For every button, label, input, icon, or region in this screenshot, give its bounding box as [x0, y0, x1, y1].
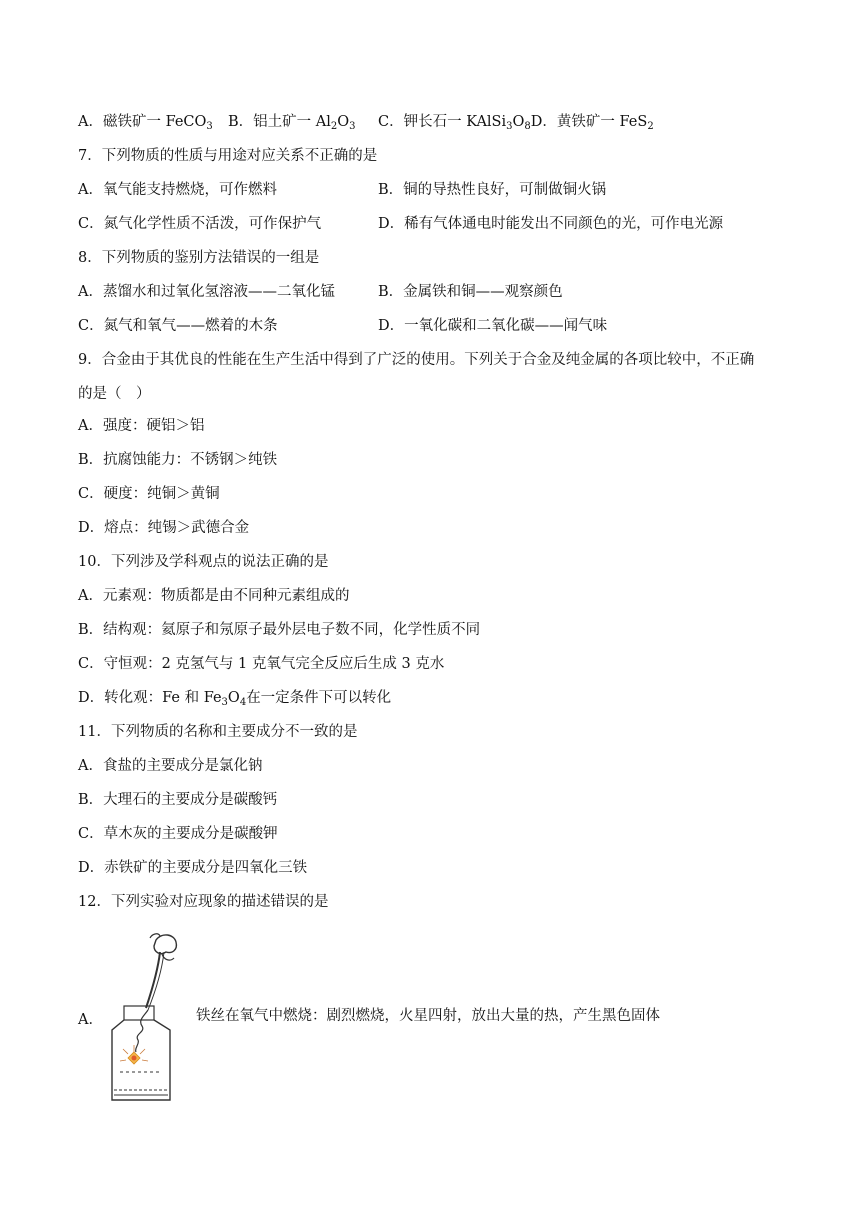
q9-option-c: C．硬度：纯铜＞黄铜 [78, 486, 220, 502]
q7-option-c: C．氮气化学性质不活泼，可作保护气 [78, 216, 322, 232]
q8-stem: 8．下列物质的鉴别方法错误的一组是 [78, 250, 320, 266]
q10-option-a: A．元素观：物质都是由不同种元素组成的 [78, 588, 350, 604]
q9-option-b: B．抗腐蚀能力：不锈钢＞纯铁 [78, 452, 278, 468]
q9-stem-line1: 9．合金由于其优良的性能在生产生活中得到了广泛的使用。下列关于合金及纯金属的各项比较中，不正确 [78, 352, 755, 368]
q11-option-c: C．草木灰的主要成分是碳酸钾 [78, 826, 278, 842]
q10-option-c: C．守恒观：2 克氢气与 1 克氧气完全反应后生成 3 克水 [78, 656, 445, 672]
q8-option-a: A．蒸馏水和过氧化氢溶液——二氧化锰 [78, 284, 335, 300]
q9-stem-line2: 的是（ ） [78, 386, 151, 402]
q11-option-a: A．食盐的主要成分是氯化钠 [78, 758, 263, 774]
q8-option-c: C．氮气和氧气——燃着的木条 [78, 318, 278, 334]
iron-wire-burning-in-oxygen-bottle-icon [104, 930, 190, 1106]
q8-option-d: D．一氧化碳和二氧化碳——闻气味 [378, 318, 608, 334]
q9-option-a: A．强度：硬铝＞铝 [78, 418, 205, 434]
q11-option-d: D．赤铁矿的主要成分是四氧化三铁 [78, 860, 308, 876]
q6-option-b: B．铝土矿一 $Al_2O_3$ [228, 114, 356, 132]
q11-option-b: B．大理石的主要成分是碳酸钙 [78, 792, 278, 808]
q10-option-b: B．结构观：氦原子和氖原子最外层电子数不同，化学性质不同 [78, 622, 481, 638]
q7-option-b: B．铜的导热性良好，可制做铜火锅 [378, 182, 607, 198]
q12-stem: 12．下列实验对应现象的描述错误的是 [78, 894, 329, 910]
q9-option-d: D．熔点：纯锡＞武德合金 [78, 520, 250, 536]
q10-option-d: D．转化观：Fe 和 $Fe_3O_4$在一定条件下可以转化 [78, 690, 392, 708]
q12-option-a-label: A． [78, 1012, 103, 1028]
q10-stem: 10．下列涉及学科观点的说法正确的是 [78, 554, 329, 570]
q8-option-b: B．金属铁和铜——观察颜色 [378, 284, 563, 300]
q6-option-c-d: C．钾长石一 $KAlSi_3O_8D$．黄铁矿一 FeS$_2$ [378, 114, 654, 132]
q7-stem: 7．下列物质的性质与用途对应关系不正确的是 [78, 148, 378, 164]
q7-option-a: A．氧气能支持燃烧，可作燃料 [78, 182, 277, 198]
q12-option-a-text: 铁丝在氧气中燃烧：剧烈燃烧，火星四射，放出大量的热，产生黑色固体 [196, 1008, 660, 1024]
q11-stem: 11．下列物质的名称和主要成分不一致的是 [78, 724, 358, 740]
q6-option-a: A．磁铁矿一 FeCO$_3$ [78, 114, 213, 132]
q7-option-d: D．稀有气体通电时能发出不同颜色的光，可作电光源 [378, 216, 724, 232]
